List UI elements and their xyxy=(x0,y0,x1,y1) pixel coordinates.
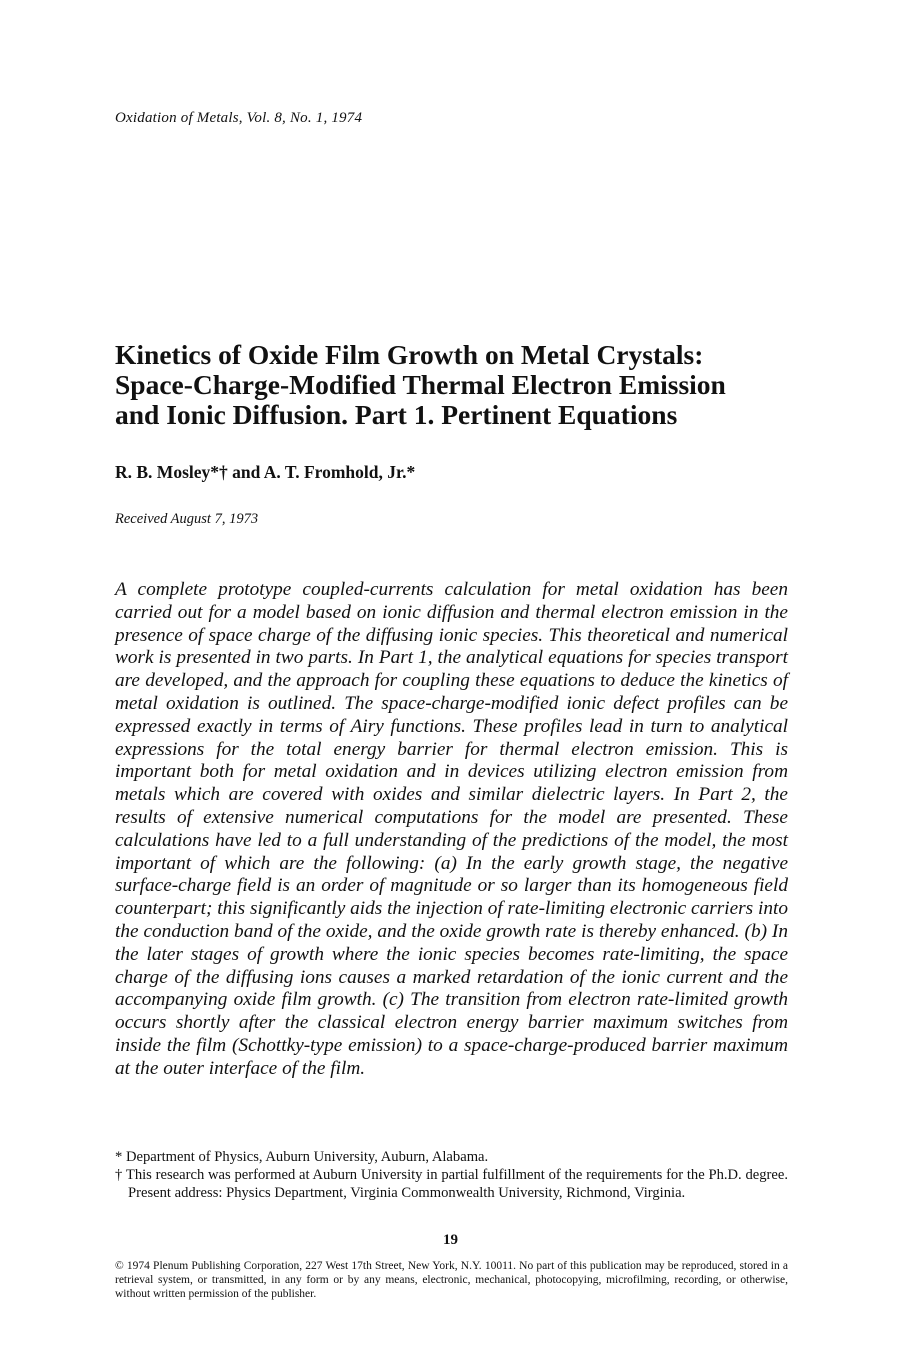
footnotes xyxy=(115,1148,788,1202)
received-date: Received August 7, 1973 xyxy=(115,511,259,527)
title-line: and Ionic Diffusion. Part 1. Pertinent Equations xyxy=(115,399,678,430)
title-line: Space-Charge-Modified Thermal Electron Emission xyxy=(115,369,726,400)
footnote-research-note: † This research was performed at Auburn University in partial fulfillment of the requirements for the Ph.D. degree. Present address: Physics Department, Virginia Commonwealth University, Richmond, Virginia. xyxy=(115,1167,788,1201)
abstract: A complete prototype coupled-currents calculation for metal oxidation has been carried out for a model based on ionic diffusion and thermal electron emission in the presence of space charge of the diffusing ionic species. This theoretical and numerical work is presented in two parts. In Part 1, the analytical equations for species transport are developed, and the approach for coupling these equations to deduce the kinetics of metal oxidation is outlined. The space-charge-modified ionic defect profiles can be expressed exactly in terms of Airy functions. These profiles lead in turn to analytical expressions for the total energy barrier for thermal electron emission. This is important both for metal oxidation and in devices utilizing electron emission from metals which are covered with oxides and similar dielectric layers. In Part 2, the results of extensive numerical computations for the model are presented. These calculations have led to a full understanding of the predictions of the model, the most important of which are the following: (a) In the early growth stage, the negative surface-charge field is an order of magnitude or so larger than its homogeneous field counterpart; this significantly aids the injection of rate-limiting electronic carriers into the conduction band of the oxide, and the oxide growth rate is thereby enhanced. (b) In the later stages of growth where the ionic species becomes rate-limiting, the space charge of the diffusing ions causes a marked retardation of the ionic current and the accompanying oxide film growth. (c) The transition from electron rate-limited growth occurs shortly after the classical electron energy barrier maximum switches from inside the film (Schottky-type emission) to a space-charge-produced barrier maximum at the outer interface of the film. xyxy=(115,579,788,1079)
author-list: R. B. Mosley*† and A. T. Fromhold, Jr.* xyxy=(115,462,416,482)
journal-citation: Oxidation of Metals, Vol. 8, No. 1, 1974 xyxy=(115,110,363,126)
article-title xyxy=(115,340,805,430)
page-number: 19 xyxy=(443,1232,458,1248)
footnote-affiliation: * Department of Physics, Auburn University, Auburn, Alabama. xyxy=(115,1149,489,1165)
title-line: Kinetics of Oxide Film Growth on Metal Crystals: xyxy=(115,339,704,370)
copyright-notice: © 1974 Plenum Publishing Corporation, 227 West 17th Street, New York, N.Y. 10011. No part of this publication may be reproduced, stored in a retrieval system, or transmitted, in any form or by any means, electronic, mechanical, photocopying, microfilming, recording, or otherwise, without written permission of the publisher. xyxy=(115,1260,788,1301)
